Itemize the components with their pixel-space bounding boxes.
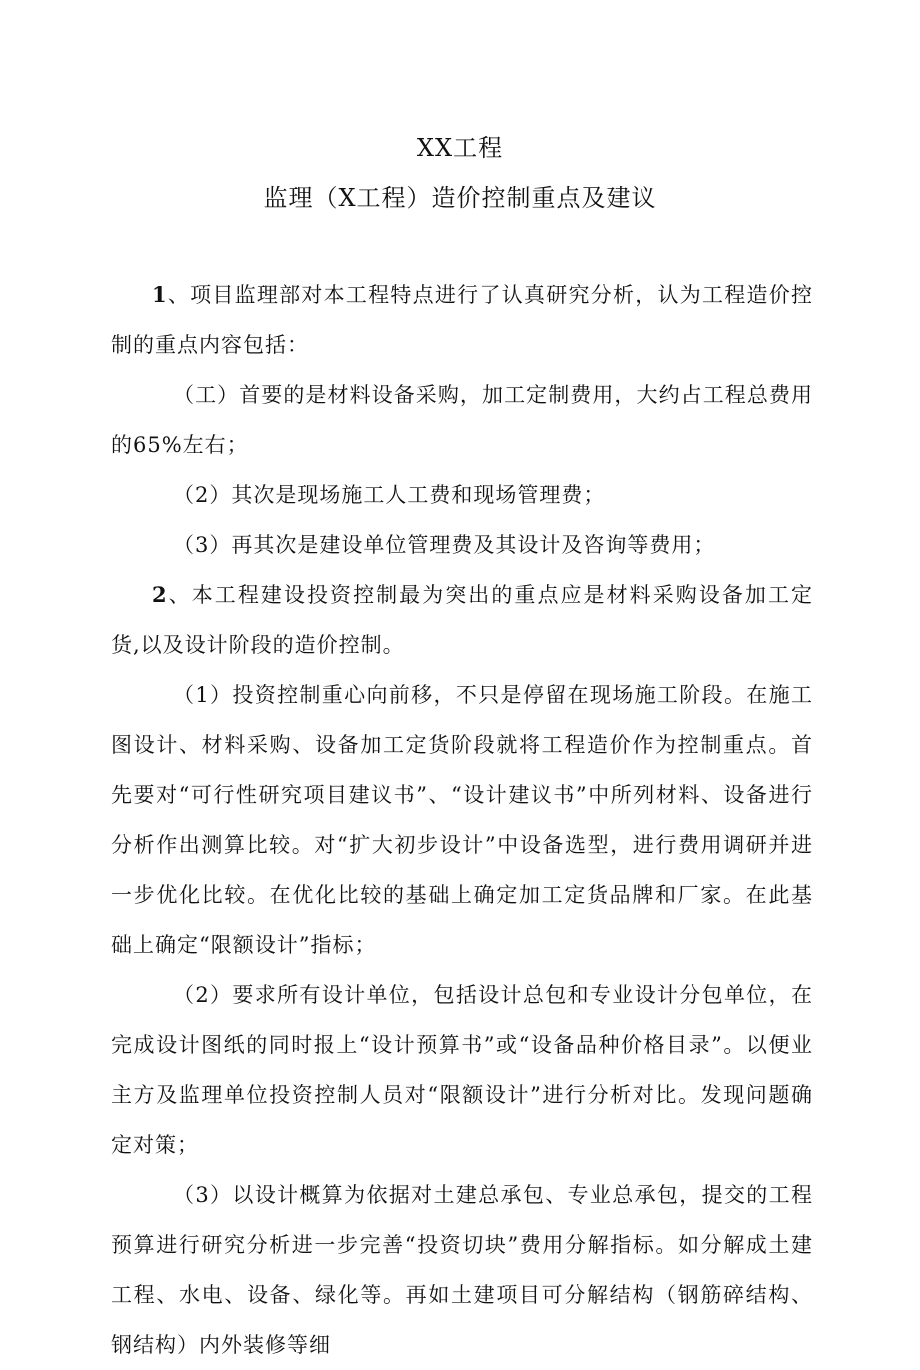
section-2-number: 2	[152, 582, 168, 607]
section-1-item-3: （3）再其次是建设单位管理费及其设计及咨询等费用；	[173, 533, 716, 557]
section-1-item-2: （2）其次是现场施工人工费和现场管理费；	[173, 483, 606, 507]
section-2-paragraph	[111, 570, 813, 670]
section-1-text: 、项目监理部对本工程特点进行了认真研究分析，认为工程造价控制的重点内容包括：	[111, 283, 813, 357]
document-title: XX工程	[416, 134, 504, 162]
section-2-item-1: （1）投资控制重心向前移，不只是停留在现场施工阶段。在施工图设计、材料采购、设备加工定货阶段就将工程造价作为控制重点。首先要对“可行性研究项目建议书”、“设计建议书”中所列材料、设备进行分析作出测算比较。对“扩大初步设计”中设备选型，进行费用调研并进一步优化比较。在优化比较的基础上确定加工定货品牌和厂家。在此基础上确定“限额设计”指标；	[111, 683, 813, 957]
document-body	[111, 270, 813, 1370]
section-1-item-1: （工）首要的是材料设备采购，加工定制费用，大约占工程总费用的65%左右；	[111, 383, 813, 457]
section-2-item-2: （2）要求所有设计单位，包括设计总包和专业设计分包单位，在完成设计图纸的同时报上“设计预算书”或“设备品种价格目录”。以便业主方及监理单位投资控制人员对“限额设计”进行分析对比。发现问题确定对策；	[111, 983, 813, 1157]
document-subtitle: 监理（X工程）造价控制重点及建议	[263, 184, 657, 212]
section-1-number: 1	[152, 282, 168, 307]
section-1-paragraph	[111, 270, 813, 370]
section-2-text: 、本工程建设投资控制最为突出的重点应是材料采购设备加工定货,以及设计阶段的造价控制。	[111, 583, 813, 657]
section-2-item-3: （3）以设计概算为依据对土建总承包、专业总承包，提交的工程预算进行研究分析进一步完善“投资切块”费用分解指标。如分解成土建工程、水电、设备、绿化等。再如土建项目可分解结构（钢筋碎结构、钢结构）内外装修等细	[111, 1183, 813, 1357]
